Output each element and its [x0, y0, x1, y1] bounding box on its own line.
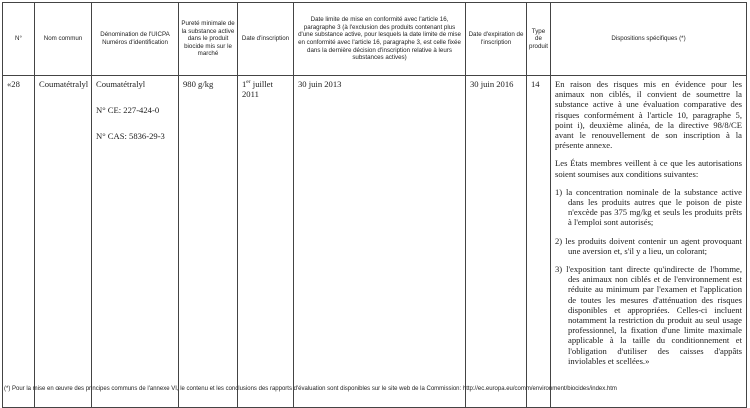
- cell-product-type: 14: [527, 76, 551, 408]
- cell-compliance-deadline: 30 juin 2013: [294, 76, 466, 408]
- table-row: [3, 76, 747, 408]
- cell-common-name: Coumatétralyl: [35, 76, 92, 408]
- cas-number: N° CAS: 5836-29-3: [96, 131, 165, 142]
- provisions-condition-2: 2) les produits doivent contenir un agent provoquant une aversion et, s'il y a lieu, un colorant;: [555, 235, 742, 256]
- header-purity: Pureté minimale de la substance active dans le produit biocide mis sur le marché: [179, 3, 238, 76]
- ce-number: N° CE: 227-424-0: [96, 105, 160, 116]
- inscription-ordinal: er: [246, 79, 251, 86]
- footnote: (*) Pour la mise en œuvre des principes communs de l'annexe VI, le contenu et les conclusions des rapports d'évaluation sont disponibles sur le site web de la Commission: http://ec.europa.eu/comm/environment/biocides/index.htm: [4, 386, 617, 392]
- provisions-condition-1: 1) la concentration nominale de la substance active dans les produits autres que le poison de piste n'excède pas 375 mg/kg et seuls les produits prêts à l'emploi sont autorisés;: [555, 186, 742, 228]
- header-number: N°: [3, 3, 35, 76]
- provisions-paragraph-risk: En raison des risques mis en évidence pour les animaux non ciblés, il convient de soumettre la substance active à une évaluation comparative des risques conformément à l'article 10, paragraphe 5, point i), deuxième alinéa, de la directive 98/8/CE avant le renouvellement de son inscription à la présente annexe.: [555, 79, 742, 151]
- cell-specific-provisions: [551, 76, 747, 408]
- provisions-condition-3: 3) l'exposition tant directe qu'indirecte de l'homme, des animaux non ciblés et de l'environnement est réduite au minimum par l'examen et l'application de toutes les mesures d'atténuation des risques disponibles et appropriées. Celles-ci incluent notamment la restriction du produit au seul usage professionnel, la fixation d'une limite maximale applicable à la taille du conditionnement et l'obligation d'utiliser des caisses d'appâts inviolables et scellées.»: [555, 264, 742, 366]
- iupac-name: Coumatétralyl: [96, 79, 146, 89]
- header-iupac-name: Dénomination de l'UICPA Numéros d'identification: [92, 3, 179, 76]
- cell-iupac-identifiers: [92, 76, 179, 408]
- cell-inscription-date: [238, 76, 294, 408]
- header-common-name: Nom commun: [35, 3, 92, 76]
- header-row: [3, 3, 747, 76]
- header-product-type: Type de produit: [527, 3, 551, 76]
- header-specific-provisions: Dispositions spécifiques (*): [551, 3, 747, 76]
- inscription-day: 1: [242, 79, 247, 89]
- cell-expiry-date: 30 juin 2016: [466, 76, 527, 408]
- header-compliance-deadline: Date limite de mise en conformité avec l'article 16, paragraphe 3 (à l'exclusion des produits contenant plus d'une substance active, pour lesquels la date limite de mise en conformité avec l'article 16, paragraphe 3, est celle fixée dans la dernière décision d'inscription relative à leurs substances actives): [294, 3, 466, 76]
- cell-number: «28: [3, 76, 35, 408]
- cell-purity: 980 g/kg: [179, 76, 238, 408]
- header-inscription-date: Date d'inscription: [238, 3, 294, 76]
- provisions-paragraph-conditions: Les États membres veillent à ce que les autorisations soient soumises aux conditions suivantes:: [555, 158, 742, 179]
- active-substance-table: [2, 2, 747, 408]
- header-expiry-date: Date d'expiration de l'inscription: [466, 3, 527, 76]
- inscription-month-year: juillet 2011: [242, 79, 273, 100]
